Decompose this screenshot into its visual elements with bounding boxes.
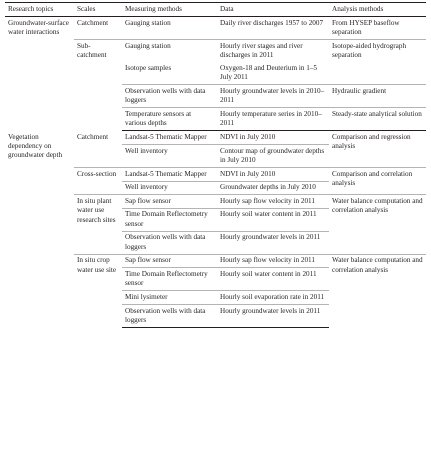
scale-cell: Catchment: [74, 17, 122, 40]
data-cell: Hourly groundwater levels in 2011: [217, 304, 329, 327]
method-cell: Gauging station: [125, 42, 171, 50]
scale-cell: In situ plant water use research sites: [74, 195, 122, 255]
method-cell: Time Domain Reflectometry sensor: [122, 208, 217, 231]
method-cell: Sap flow sensor: [122, 195, 217, 209]
method-cell: Sap flow sensor: [122, 254, 217, 268]
data-cell: Hourly soil water content in 2011: [217, 268, 329, 291]
method-cell: Isotope samples: [122, 62, 217, 85]
method-cell: Mini lysimeter: [122, 291, 217, 305]
header-measuring-methods: Measuring methods: [122, 3, 217, 17]
data-cell: Hourly groundwater levels in 2010–2011: [217, 85, 329, 108]
data-cell: Daily river discharges 1957 to 2007: [217, 17, 329, 40]
analysis-cell: Water balance computation and correlation analysis: [329, 195, 426, 255]
method-cell: Time Domain Reflectometry sensor: [122, 268, 217, 291]
method-cell: Landsat-5 Thematic Mapper: [122, 168, 217, 182]
scale-cell: Catchment: [74, 131, 122, 168]
scale-cell: In situ crop water use site: [77, 256, 117, 274]
data-cell: Hourly temperature series in 2010–2011: [217, 108, 329, 131]
method-cell: Observation wells with data loggers: [122, 304, 217, 327]
analysis-cell: Comparison and regression analysis: [329, 131, 426, 168]
scale-cell: Cross-section: [74, 168, 122, 195]
topic-cell: Groundwater-surface water interactions: [8, 19, 69, 37]
data-cell: NDVI in July 2010: [217, 168, 329, 182]
data-cell: Hourly soil evaporation rate in 2011: [217, 291, 329, 305]
analysis-cell: Water balance computation and correlation analysis: [332, 256, 423, 274]
table-row: [5, 131, 426, 145]
analysis-cell: Hydraulic gradient: [329, 85, 426, 108]
analysis-cell: Steady-state analytical solution: [329, 108, 426, 131]
header-row: [5, 3, 426, 17]
data-cell: Groundwater depths in July 2010: [217, 181, 329, 195]
data-cell: Contour map of groundwater depths in July 2010: [217, 145, 329, 168]
method-cell: Gauging station: [122, 17, 217, 40]
method-cell: Observation wells with data loggers: [122, 85, 217, 108]
method-cell: Well inventory: [122, 145, 217, 168]
header-scales: Scales: [74, 3, 122, 17]
data-cell: NDVI in July 2010: [217, 131, 329, 145]
analysis-cell: Isotope-aided hydrograph separation: [329, 40, 426, 85]
methods-table: [5, 2, 426, 328]
data-cell: Oxygen-18 and Deuterium in 1–5 July 2011: [217, 62, 329, 85]
table-header: [5, 3, 426, 17]
table-body: [5, 17, 426, 328]
header-analysis-methods: Analysis methods: [329, 3, 426, 17]
data-cell: Hourly sap flow velocity in 2011: [217, 195, 329, 209]
analysis-cell: From HYSEP baseflow separation: [329, 17, 426, 40]
data-cell: Hourly groundwater levels in 2011: [217, 231, 329, 254]
header-research-topics: Research topics: [5, 3, 74, 17]
data-cell: Hourly sap flow velocity in 2011: [217, 254, 329, 268]
method-cell: Temperature sensors at various depths: [122, 108, 217, 131]
table-row: [5, 17, 426, 40]
topic-cell: Vegetation dependency on groundwater depth: [8, 132, 63, 160]
method-cell: Well inventory: [122, 181, 217, 195]
method-cell: Landsat-5 Thematic Mapper: [122, 131, 217, 145]
analysis-cell: Comparison and correlation analysis: [329, 168, 426, 195]
data-cell: Hourly river stages and river discharges in 2011: [220, 42, 303, 60]
header-data: Data: [217, 3, 329, 17]
data-cell: Hourly soil water content in 2011: [217, 208, 329, 231]
method-cell: Observation wells with data loggers: [122, 231, 217, 254]
scale-cell: Sub-catchment: [77, 42, 107, 60]
